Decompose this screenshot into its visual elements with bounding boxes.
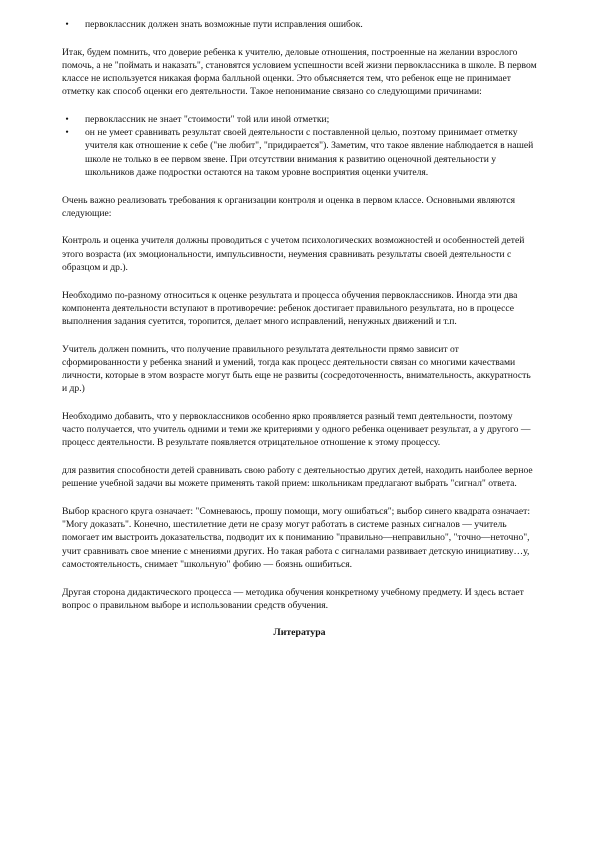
list-item — [62, 113, 537, 126]
paragraph-result-process: Необходимо по-разному относиться к оценке результата и процесса обучения первоклассников. Иногда эти два компонента деятельности вступают в противоречие: ребенок достигает правильного результата, но в процессе выполнения задания суетится, торопится, делает много исправлений, ненужных движений и т.п. — [62, 289, 518, 327]
paragraph-teacher: Учитель должен помнить, что получение правильного результата деятельности прямо зависит от сформированности у ребенка знаний и умений, тогда как процесс деятельности связан со многими качествами личности, которые в этом возрасте могут быть еще не развиты (сосредоточенность, внимательность, аккуратность и др.) — [62, 343, 531, 395]
bullet-icon: • — [65, 114, 69, 126]
paragraph-control: Контроль и оценка учителя должны проводиться с учетом психологических возможностей и особенностей детей этого возраста (их эмоциональности, импульсивности, неумения сравнивать результаты своей деятельности с образцом и др.). — [62, 235, 525, 273]
paragraph-tempo: Необходимо добавить, что у первоклассников особенно ярко проявляется разный темп деятельности, поэтому часто получается, что учитель одними и теми же критериями у одного ребенка оценивает результат, а у другого — процесс деятельности. В результате появляется отрицательное отношение к этому процессу. — [62, 410, 531, 449]
paragraph-trust: Итак, будем помнить, что доверие ребенка к учителю, деловые отношения, построенные на желании взрослого помочь, а не "поймать и наказать", становятся условием успешности всей жизни первоклассника в школе. В первом классе не используется никакая форма балльной оценки. Это объясняется тем, что ребенок еще не принимает отметку как способ оценки его деятельности. Такое непонимание связано со следующими причинами: — [62, 46, 537, 98]
top-bullet-list — [62, 18, 537, 31]
paragraph-signals: для развития способности детей сравнивать свою работу с деятельностью других детей, находить наиболее верное решение учебной задачи вы можете применять такой прием: школьникам предлагают выбрать "сигнал" ответа. — [62, 465, 533, 490]
bullet-icon: • — [65, 19, 69, 30]
list-item — [62, 18, 537, 31]
list-item-text: первоклассник не знает "стоимости" той или иной отметки; — [85, 114, 330, 126]
list-item — [62, 126, 537, 179]
list-item-text: он не умеет сравнивать результат своей деятельности с поставленной целью, поэтому принимает отметку учителя как отношение к себе ("не любит", "придирается"). Заметим, что такое явление наблюдается в нашей школе не только в ее первом звене. При отсутствии внимания к развитию оценочной деятельности у школьников даже подростки остаются на таком уровне восприятия оценки учителя. — [85, 127, 534, 178]
paragraph-signal-choice: Выбор красного круга означает: "Сомневаюсь, прошу помощи, могу ошибаться"; выбор синего квадрата означает: "Могу доказать". Конечно, шестилетние дети не сразу могут работать в системе разных сигналов — учитель помогает им выстроить доказательства, подводит их к пониманию "правильно—неправильно", "точно—неточно", учит сравнивать свое мнение с мнениями других. Но такая работа с сигналами развивает детскую инициативу…у, самостоятельность, снимает "школьную" фобию — боязнь ошибиться. — [62, 505, 531, 570]
list-item-text: первоклассник должен знать возможные пути исправления ошибок. — [85, 19, 363, 30]
reasons-list — [62, 113, 537, 179]
literature-heading: Литература — [273, 627, 326, 639]
paragraph-requirements: Очень важно реализовать требования к организации контроля и оценка в первом классе. Основными являются следующие: — [62, 194, 516, 219]
paragraph-didactics: Другая сторона дидактического процесса — методика обучения конкретному учебному предмету. И здесь встает вопрос о правильном выборе и использовании средств обучения. — [62, 586, 524, 611]
bullet-icon: • — [65, 127, 69, 139]
